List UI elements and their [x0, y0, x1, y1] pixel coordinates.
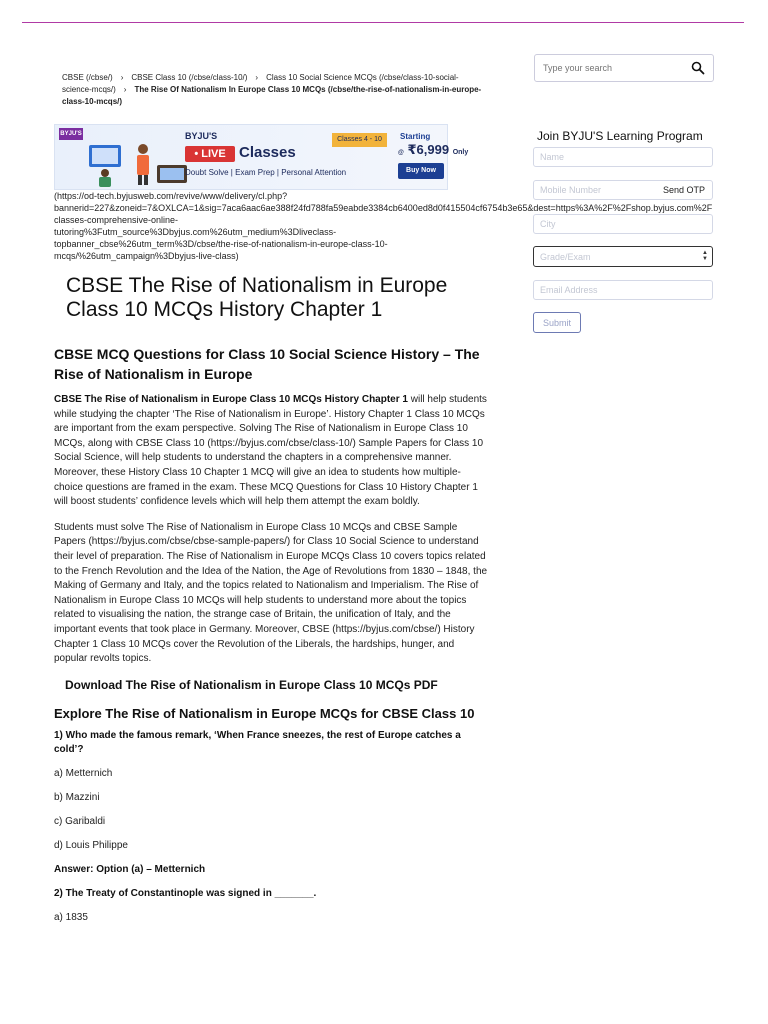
- search-icon[interactable]: [691, 61, 705, 75]
- buy-now-button[interactable]: Buy Now: [398, 163, 444, 179]
- send-otp-button[interactable]: Send OTP: [663, 185, 706, 195]
- signup-form-title: Join BYJU'S Learning Program: [537, 129, 703, 143]
- download-pdf-link[interactable]: Download The Rise of Nationalism in Europe Class 10 MCQs PDF: [65, 677, 438, 692]
- question-1-option-c: c) Garibaldi: [54, 815, 106, 827]
- question-1-option-d: d) Louis Philippe: [54, 839, 128, 851]
- grade-exam-placeholder: Grade/Exam: [540, 252, 591, 262]
- question-1: 1) Who made the famous remark, ‘When France sneezes, the rest of Europe catches a cold’?: [54, 729, 461, 755]
- article-subheading: CBSE MCQ Questions for Class 10 Social Science History – The Rise of Nationalism in Europe: [54, 346, 480, 382]
- breadcrumb-item-class-10[interactable]: CBSE Class 10 (/cbse/class-10/): [131, 73, 248, 82]
- breadcrumb-separator: ›: [255, 73, 259, 82]
- breadcrumb-item-cbse[interactable]: CBSE (/cbse/): [62, 73, 113, 82]
- explore-heading: Explore The Rise of Nationalism in Europe MCQs for CBSE Class 10: [54, 705, 475, 721]
- banner-classes-heading: Classes: [239, 144, 296, 161]
- second-paragraph: Students must solve The Rise of Nationalism in Europe Class 10 MCQs and CBSE Sample Papers (https://byjus.com/cbse/cbse-sample-papers/) for Class 10 Social Science to understand their level of preparation. The Rise of Nationalism in Europe MCQs Class 10 covers topics related to the French Revolution and the Idea of the Nation, the Age of Revolutions from 1830 – 1848, the Making of Germany and Italy, and the topics related to Nationalism and Imperialism. The Rise of Nationalism in Europe Class 10 MCQs will help students to understand more about the topics related to visualising the nation, the strange case of Britain, the unification of Italy, and the important events that took place in Germany. Moreover, CBSE (https://byjus.com/cbse/) History Chapter 1 Class 10 MCQs cover the Revolution of the Liberals, the hardships, hunger, and popular revolts topics.: [54, 521, 488, 665]
- intro-text: will help students while studying the chapter ‘The Rise of Nationalism in Europe’. History Chapter 1 Class 10 MCQs are important from the exam perspective. Solving The Rise of Nationalism in Europe Class 10 MCQs, along with CBSE Class 10 (https://byjus.com/cbse/class-10/) Sample Papers for Class 10 Social Science, will help students to understand the chapters in a comprehensive manner. Moreover, these History Class 10 Chapter 1 MCQ will give an idea to students how multiple-choice questions are framed in the exam. These MCQ Questions for Class 10 History Chapter 1 will boost students’ confidence levels which will help them attempt the exam boldly.: [54, 394, 487, 508]
- search-input[interactable]: [541, 60, 685, 76]
- name-field[interactable]: [533, 147, 713, 167]
- breadcrumb-separator: ›: [120, 73, 124, 82]
- question-1-option-b: b) Mazzini: [54, 791, 100, 803]
- email-field[interactable]: [533, 280, 713, 300]
- grade-range-badge: Classes 4 - 10: [332, 133, 387, 147]
- city-field[interactable]: [533, 214, 713, 234]
- byjus-logo: BYJU'S: [59, 128, 83, 140]
- breadcrumb-item-social-science-mcqs[interactable]: Class 10 Social Science MCQs (/cbse/class-10-social-science-mcqs/): [62, 73, 459, 94]
- banner-starting-label: Starting: [400, 132, 431, 141]
- banner-tagline: Doubt Solve | Exam Prep | Personal Attention: [185, 168, 347, 177]
- price-suffix: Only: [452, 149, 469, 156]
- price-value: ₹6,999: [407, 142, 450, 157]
- select-arrows-icon: ▲ ▼: [702, 250, 708, 262]
- banner-brand: BYJU'S: [185, 131, 218, 141]
- article-body: [54, 344, 488, 935]
- grade-exam-select[interactable]: [533, 246, 713, 267]
- question-1-option-a: a) Metternich: [54, 767, 113, 779]
- price-prefix: @: [398, 150, 404, 156]
- breadcrumb: [62, 72, 482, 108]
- question-1-answer: Answer: Option (a) – Metternich: [54, 863, 206, 875]
- intro-bold-lead: CBSE The Rise of Nationalism in Europe Class 10 MCQs History Chapter 1: [54, 394, 408, 405]
- breadcrumb-current: The Rise Of Nationalism In Europe Class 10 MCQs (/cbse/the-rise-of-nationalism-in-europe-class-10-mcqs/): [62, 85, 482, 106]
- search-box: [534, 54, 714, 82]
- question-2: 2) The Treaty of Constantinople was signed in _______.: [54, 887, 317, 899]
- live-badge: • LIVE: [185, 146, 235, 162]
- submit-button[interactable]: Submit: [533, 312, 581, 333]
- page-title: CBSE The Rise of Nationalism in Europe Class 10 MCQs History Chapter 1: [66, 274, 448, 321]
- intro-paragraph: [54, 393, 488, 510]
- question-2-option-a: a) 1835: [54, 911, 88, 923]
- students-illustration-icon: [83, 139, 193, 187]
- breadcrumb-separator: ›: [123, 85, 127, 94]
- banner-price: [398, 142, 468, 158]
- live-classes-banner[interactable]: [54, 124, 469, 190]
- top-divider: [22, 22, 744, 23]
- ad-link-url[interactable]: (https://od-tech.byjusweb.com/revive/www/delivery/cl.php? bannerid=227&zoneid=7&OXLCA=1&sig=7aca6aac6ae388f24fd788fa59eabde3384cb6400ed8d0f415504cf6754b3e65&dest=https%3A%2F%2Fshop.byjus.com%2F classes-comprehensive-online- tutoring%3Futm_source%3Dbyjus.com%26utm_medium%3Dliveclass- topbanner_cbse%26utm_term%3D/cbse/the-rise-of-nationalism-in-europe-class-10- mcqs/%26utm_campaign%3Dbyjus-live-class): [54, 191, 713, 261]
